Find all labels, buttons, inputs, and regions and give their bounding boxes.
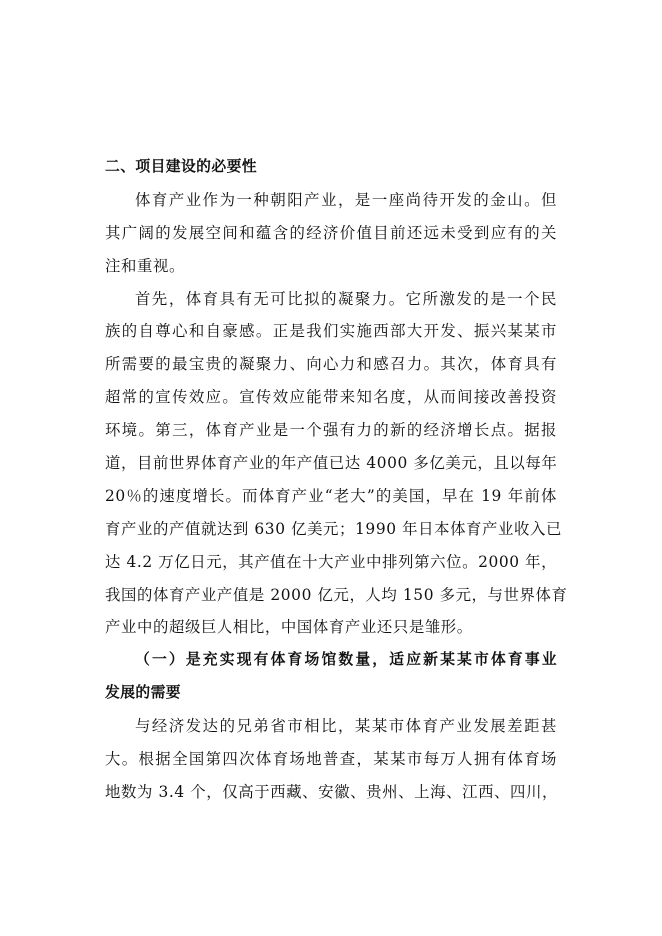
text-line: 育产业的产值就达到 630 亿美元；1990 年日本体育产业收入已 [105, 519, 563, 538]
paragraph-intro [105, 184, 557, 283]
paragraph-first-second-third [105, 283, 568, 645]
subheading-venues [105, 644, 557, 710]
paragraph-comparison [105, 710, 557, 809]
text-line: 道，目前世界体育产业的年产值已达 4000 多亿美元，且以每年 [105, 454, 558, 473]
text-line: 其广阔的发展空间和蕴含的经济价值目前还远未受到应有的关 [105, 223, 557, 242]
text-line: 族的自尊心和自豪感。正是我们实施西部大开发、振兴某某市 [105, 322, 557, 341]
text-line: 体育产业作为一种朝阳产业，是一座尚待开发的金山。但 [135, 190, 557, 209]
text-line: 所需要的最宝贵的凝聚力、向心力和感召力。其次，体育具有 [105, 355, 557, 374]
text-line: 达 4.2 万亿日元，其产值在十大产业中排列第六位。2000 年， [105, 552, 558, 571]
document-body [105, 151, 568, 809]
text-line: 与经济发达的兄弟省市相比，某某市体育产业发展差距甚 [135, 717, 557, 736]
section-heading: 二、项目建设的必要性 [105, 158, 257, 175]
text-line: 首先，体育具有无可比拟的凝聚力。它所激发的是一个民 [135, 289, 557, 308]
text-line: 环境。第三，体育产业是一个强有力的新的经济增长点。据报 [105, 421, 557, 440]
text-line: 我国的体育产业产值是 2000 亿元，人均 150 多元，与世界体育 [105, 585, 568, 604]
text-line: 产业中的超级巨人相比，中国体育产业还只是雏形。 [105, 618, 473, 637]
text-line: 地数为 3.4 个，仅高于西藏、安徽、贵州、上海、江西、四川， [105, 782, 559, 801]
text-line: 超常的宣传效应。宣传效应能带来知名度，从而间接改善投资 [105, 388, 557, 407]
subheading-line: 发展的需要 [105, 684, 181, 702]
text-line: 注和重视。 [105, 256, 185, 275]
text-line: 大。根据全国第四次体育场地普查，某某市每万人拥有体育场 [105, 750, 557, 769]
subheading-line: （一）是充实现有体育场馆数量，适应新某某市体育事业 [135, 651, 557, 669]
text-line: 20％的速度增长。而体育产业“老大”的美国，早在 19 年前体 [105, 486, 557, 505]
